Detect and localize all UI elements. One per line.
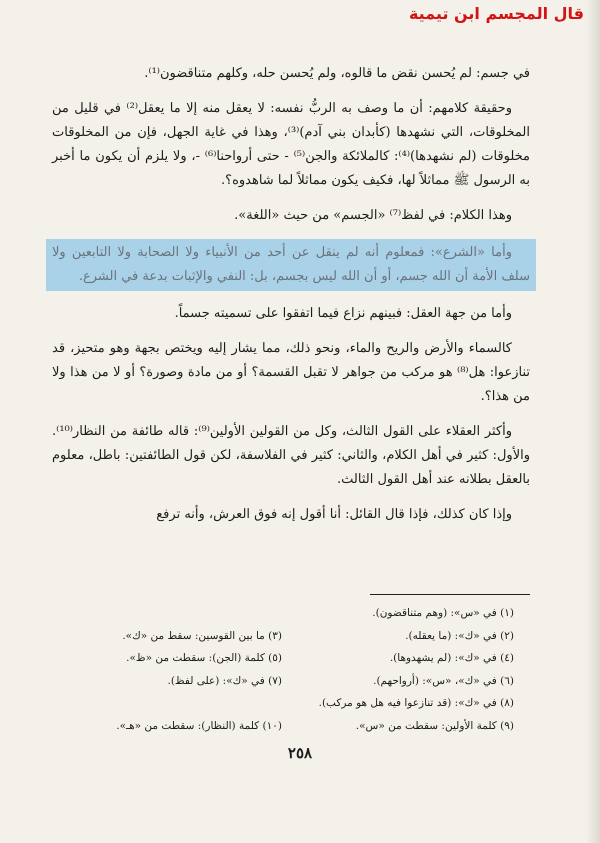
paragraph-3: وهذا الكلام: في لفظ⁽⁷⁾ «الجسم» من حيث «اللغة».	[234, 208, 512, 223]
main-text	[52, 62, 530, 538]
footnote-10: (١٠) كلمة (النظار): سقطت من «هـ».	[116, 719, 282, 732]
caption-title: قال المجسم ابن تيمية	[408, 4, 584, 23]
paragraph-2: وحقيقة كلامهم: أن ما وصف به الربُّ نفسه: لا يعقل منه إلا ما يعقل⁽²⁾ في قليل من المخلوقات، التي نشهدها (كأبدان بني آدم)⁽³⁾، وهذا في غاية الجهل، فإن من المخلوقات مخلوقات (لم نشهدها)⁽⁴⁾: كالملائكة والجن⁽⁵⁾ - حتى أرواحنا⁽⁶⁾ -، ولا يلزم أن يكون ما أخبر به الرسول ﷺ مماثلاً لها، فكيف يكون مماثلاً لما شاهدوه؟.	[52, 101, 531, 188]
footnote-row	[60, 647, 524, 670]
footnote-empty	[60, 602, 282, 625]
footnote-2: (٢) في «ك»: (ما يعقله).	[405, 629, 514, 642]
footnote-7: (٧) في «ك»: (على لفظ).	[167, 674, 282, 687]
paragraph-1: في جسم: لم يُحسن نقض ما قالوه، ولم يُحسن حله، وكلهم متناقضون⁽¹⁾.	[144, 66, 530, 81]
footnote-row	[60, 625, 524, 648]
footnote-1: (١) في «س»: (وهم متناقضون).	[372, 607, 514, 619]
footnote-5: (٥) كلمة (الجن): سقطت من «ظ».	[126, 652, 282, 664]
footnote-6: (٦) في «ك»، «س»: (أرواحهم).	[373, 674, 514, 687]
paragraph-5: وأما من جهة العقل: فبينهم نزاع فيما اتفقوا على تسميته جسماً.	[174, 306, 512, 321]
footnotes	[60, 602, 524, 737]
paragraph-8: وإذا كان كذلك، فإذا قال القائل: أنا أقول إنه فوق العرش، وأنه ترفع	[156, 507, 512, 522]
footnote-row	[60, 692, 524, 715]
paragraph-7: وأكثر العقلاء على القول الثالث، وكل من القولين الأولين⁽⁹⁾: قاله طائفة من النظار⁽¹⁰⁾. والأول: كثير في أهل الكلام، والثاني: كثير في الفلاسفة، لكن قول الطائفتين: باطل، معلوم بالعقل بطلانه عند أهل القول الثالث.	[52, 424, 530, 487]
footnote-3: (٣) ما بين القوسين: سقط من «ك».	[122, 629, 282, 642]
footnote-row	[60, 715, 524, 738]
paragraph-6: كالسماء والأرض والريح والماء، ونحو ذلك، مما يشار إليه ويختص بجهة وهو متحيز، قد تنازعوا: هل⁽⁸⁾ هو مركب من جواهر لا تقبل القسمة؟ أو من مادة وصورة؟ أو لا من هذا ولا من هذا؟.	[52, 341, 530, 404]
highlighted-paragraph: وأما «الشرع»: فمعلوم أنه لم ينقل عن أحد من الأنبياء ولا الصحابة ولا التابعين ولا سلف الأمة أن الله جسم، أو أن الله ليس بجسم، بل: النفي والإثبات بدعة في الشرع.	[46, 239, 536, 291]
footnote-row	[60, 670, 524, 693]
footnote-4: (٤) في «ك»: (لم يشهدوها).	[389, 652, 514, 664]
footnote-empty	[60, 692, 282, 715]
footnote-8: (٨) في «ك»: (قد تنازعوا فيه هل هو مركب).	[318, 697, 514, 709]
footnote-9: (٩) كلمة الأولين: سقطت من «س».	[355, 719, 514, 732]
page-number: ٢٥٨	[287, 744, 313, 762]
footnote-divider	[370, 594, 530, 595]
footnote-row	[60, 602, 524, 625]
